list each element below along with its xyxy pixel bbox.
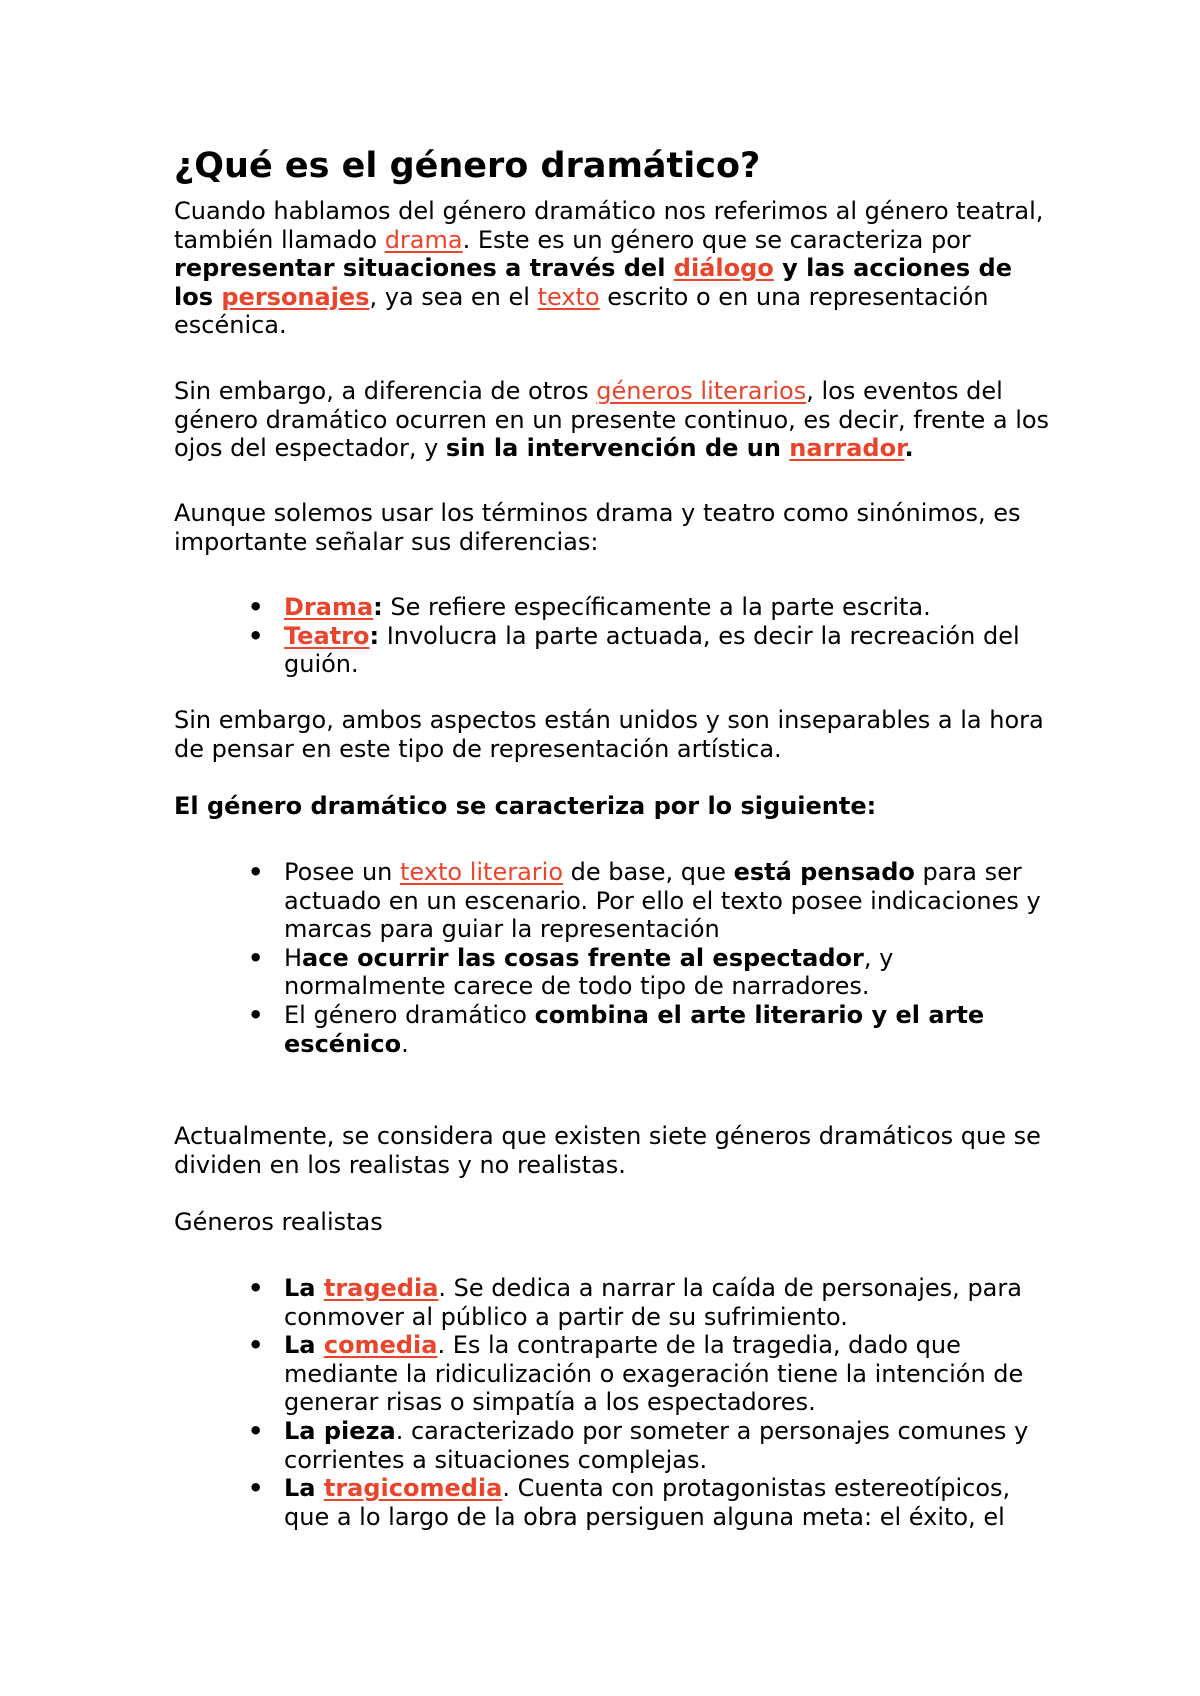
list-item-text: de base, que <box>563 858 734 886</box>
list-item-text: El género dramático <box>284 1000 535 1029</box>
link-drama[interactable]: drama <box>384 225 463 254</box>
paragraph-inseparables: Sin embargo, ambos aspectos están unidos y son inseparables a la hora de pensar en este tipo de representación artística. <box>174 706 1044 763</box>
intro-bold-1: representar situaciones a través del <box>174 254 674 283</box>
p2-bold-1: sin la intervención de un <box>445 434 790 463</box>
list-item-colon: : <box>373 593 383 621</box>
intro-text-3: , ya sea en el <box>369 282 538 311</box>
list-drama-teatro <box>174 593 1054 679</box>
list-item-text: . Cuenta con protagonistas estereotípicos, que a lo largo de la obra persiguen alguna meta: el éxito, el <box>284 1474 1011 1531</box>
list-item <box>284 944 1054 1001</box>
subheading-generos-realistas: Géneros realistas <box>174 1208 383 1236</box>
paragraph-diferencias: Aunque solemos usar los términos drama y teatro como sinónimos, es importante señalar sus diferencias: <box>174 499 1021 556</box>
list-item-lead: La <box>284 1274 324 1302</box>
p2-text-1: Sin embargo, a diferencia de otros <box>174 377 597 405</box>
intro-text-2: . Este es un género que se caracteriza por <box>462 225 971 254</box>
list-item-text: Involucra la parte actuada, es decir la recreación del guión. <box>284 621 1020 679</box>
list-item-lead: La <box>284 1474 324 1503</box>
link-texto-literario[interactable]: texto literario <box>400 858 563 886</box>
list-generos-realistas <box>174 1274 1054 1531</box>
paragraph-siete-generos: Actualmente, se considera que existen siete géneros dramáticos que se dividen en los realistas y no realistas. <box>174 1122 1041 1179</box>
list-item-text: . Es la contraparte de la tragedia, dado que mediante la ridiculización o exageración tiene la intención de generar risas o simpatía a los espectadores. <box>284 1331 1024 1417</box>
list-item-bold: está pensado <box>733 858 915 886</box>
link-generos-literarios[interactable]: géneros literarios <box>596 377 807 405</box>
p2-text-2: , los eventos del género dramático ocurren en un presente continuo, es decir, frente a los ojos del espectador, y <box>174 377 1050 463</box>
list-item <box>284 1417 1054 1474</box>
list-item-text: . <box>401 1029 409 1058</box>
list-item-lead: La pieza <box>284 1416 396 1445</box>
list-item-bold: ace ocurrir las cosas frente al espectador <box>302 943 864 972</box>
list-item <box>284 858 1054 944</box>
p2-bold-2: . <box>904 434 914 463</box>
list-item <box>284 1474 1054 1531</box>
subheading-caracteriza: El género dramático se caracteriza por lo siguiente: <box>174 792 877 820</box>
paragraph-otros-generos <box>174 377 1054 463</box>
list-item-text: para ser actuado en un escenario. Por ello el texto posee indicaciones y marcas para guiar la representación <box>284 858 1041 944</box>
link-teatro-item[interactable]: Teatro <box>284 621 370 650</box>
list-item <box>284 1331 1054 1417</box>
intro-bold-2: y las acciones de los <box>174 254 1013 311</box>
link-drama-item[interactable]: Drama <box>284 593 374 621</box>
link-dialogo[interactable]: diálogo <box>673 254 774 283</box>
list-item <box>284 1001 1054 1058</box>
list-caracteristicas <box>174 858 1054 1058</box>
link-texto[interactable]: texto <box>537 282 600 311</box>
link-tragedia[interactable]: tragedia <box>323 1274 439 1302</box>
list-item <box>284 622 1054 679</box>
list-item-text: . caracterizado por someter a personajes comunes y corrientes a situaciones complejas. <box>284 1416 1029 1474</box>
list-item-bold: combina el arte literario y el arte escénico <box>284 1000 985 1058</box>
list-item-colon: : <box>369 621 380 650</box>
link-personajes[interactable]: personajes <box>221 282 370 311</box>
list-item-text: . Se dedica a narrar la caída de personajes, para conmover al público a partir de su sufrimiento. <box>284 1274 1022 1331</box>
list-item-text: Se refiere específicamente a la parte escrita. <box>382 593 931 621</box>
list-item-text: , y normalmente carece de todo tipo de narradores. <box>284 943 894 1001</box>
link-narrador[interactable]: narrador <box>789 434 905 463</box>
intro-text-1: Cuando hablamos del género dramático nos referimos al género teatral, también llamado <box>174 197 1044 254</box>
intro-text-4: escrito o en una representación escénica. <box>174 282 989 340</box>
intro-paragraph <box>174 197 1054 340</box>
link-tragicomedia[interactable]: tragicomedia <box>323 1474 503 1503</box>
list-item <box>284 593 1054 622</box>
link-comedia[interactable]: comedia <box>323 1331 438 1360</box>
list-item-text: H <box>284 943 303 972</box>
page-title: ¿Qué es el género dramático? <box>174 146 761 186</box>
list-item <box>284 1274 1054 1331</box>
list-item-text: Posee un <box>284 858 401 886</box>
list-item-lead: La <box>284 1331 324 1360</box>
